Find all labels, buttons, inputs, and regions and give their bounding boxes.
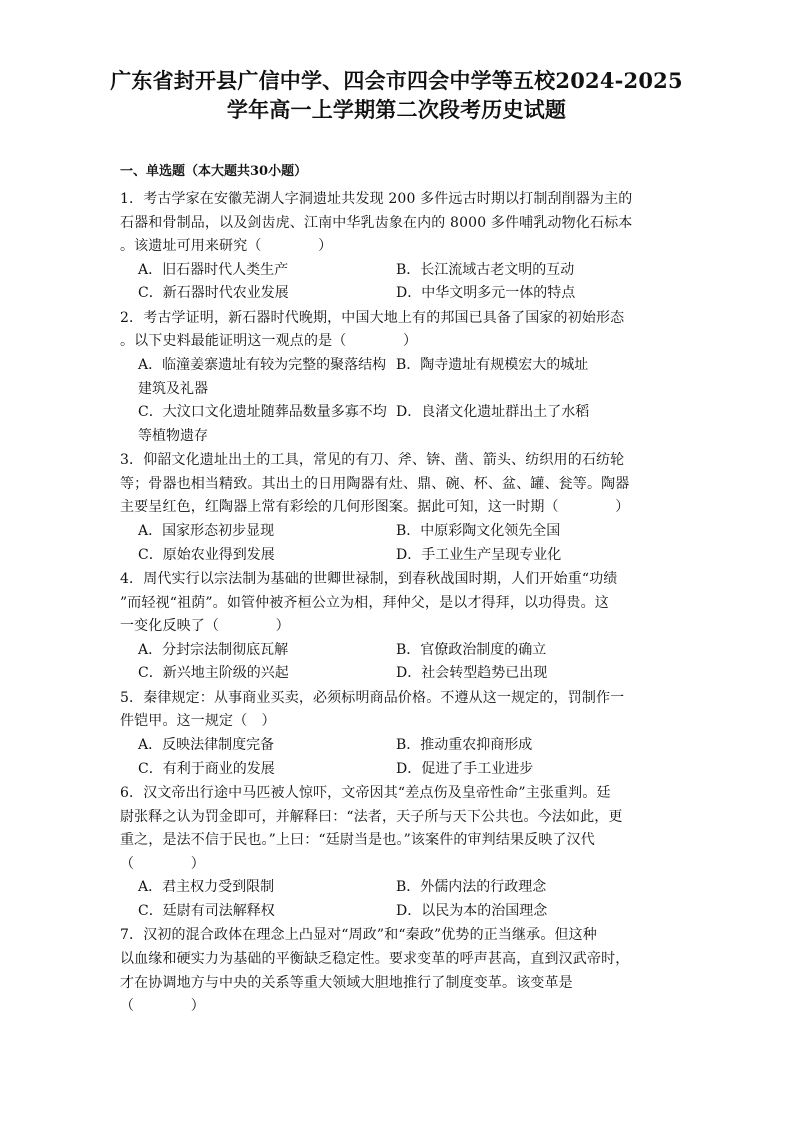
question-text-line: 件铠甲。这一规定（ ） bbox=[120, 713, 276, 730]
option-b: B．官僚政治制度的确立 bbox=[396, 641, 547, 658]
options bbox=[120, 259, 680, 306]
question-text-line: 。以下史料最能证明这一观点的是（ ） bbox=[120, 333, 418, 350]
options bbox=[120, 639, 680, 686]
question-text-line: 7．汉初的混合政体在理念上凸显对“周政”和“秦政”优势的正当继承。但这种 bbox=[120, 927, 597, 944]
option-c: C．新石器时代农业发展 bbox=[138, 285, 289, 302]
option-a: A．分封宗法制彻底瓦解 bbox=[138, 641, 289, 658]
title-line-1: 广东省封开县广信中学、四会市四会中学等五校2024-2025 bbox=[110, 68, 683, 93]
option-row bbox=[120, 425, 680, 449]
option-d: D．良渚文化遗址群出土了水稻 bbox=[396, 404, 590, 421]
question-7 bbox=[120, 924, 680, 1018]
option-row bbox=[120, 354, 680, 378]
option-a: A．旧石器时代人类生产 bbox=[138, 261, 289, 278]
question-text-line: 等；骨器也相当精致。其出土的日用陶器有灶、鼎、碗、杯、盆、罐、瓮等。陶器 bbox=[120, 475, 630, 492]
question-text-line: 重之，是法不信于民也。”上曰：“廷尉当是也。”该案件的审判结果反映了汉代 bbox=[120, 832, 595, 849]
question-text-line: 4．周代实行以宗法制为基础的世卿世禄制，到春秋战国时期，人们开始重“功绩 bbox=[120, 571, 618, 587]
option-row bbox=[120, 639, 680, 663]
question-text-line: 6．汉文帝出行途中马匹被人惊吓，文帝因其“差点伤及皇帝性命”主张重判。廷 bbox=[120, 785, 611, 801]
option-a: A．国家形态初步显现 bbox=[138, 522, 275, 539]
question-3 bbox=[120, 449, 680, 567]
question-text-line: 石器和骨制品，以及剑齿虎、江南中华乳齿象在内的 8000 多件哺乳动物化石标本 bbox=[120, 214, 633, 231]
option-row bbox=[120, 282, 680, 306]
option-row bbox=[120, 876, 680, 900]
option-d: D．手工业生产呈现专业化 bbox=[396, 546, 562, 563]
option-row bbox=[120, 259, 680, 283]
option-row bbox=[120, 900, 680, 924]
question-2 bbox=[120, 307, 680, 449]
option-a: A．临潼姜寨遗址有较为完整的聚落结构 bbox=[138, 356, 387, 373]
section-heading: 一、单选题（本大题共30小题） bbox=[120, 164, 308, 179]
option-b: B．推动重农抑商形成 bbox=[396, 736, 533, 753]
question-text-line: 一变化反映了（ ） bbox=[120, 618, 290, 635]
question-text-line: 3．仰韶文化遗址出土的工具，常见的有刀、斧、锛、凿、箭头、纺织用的石纺轮 bbox=[120, 452, 625, 469]
option-c: C．大汶口文化遗址随葬品数量多寡不均 bbox=[138, 404, 387, 421]
option-row bbox=[120, 734, 680, 758]
option-row bbox=[120, 401, 680, 425]
question-6 bbox=[120, 782, 680, 924]
question-5 bbox=[120, 687, 680, 781]
option-b: B．陶寺遗址有规模宏大的城址 bbox=[396, 356, 589, 373]
options bbox=[120, 734, 680, 781]
question-text-line: 才在协调地方与中央的关系等重大领域大胆地推行了制度变革。该变革是 bbox=[120, 974, 573, 991]
question-text-line: （ ） bbox=[120, 998, 205, 1015]
option-b: B．长江流域古老文明的互动 bbox=[396, 261, 575, 278]
option-c: C．原始农业得到发展 bbox=[138, 546, 275, 563]
title-line-2: 学年高一上学期第二次段考历史试题 bbox=[226, 97, 567, 122]
option-row bbox=[120, 662, 680, 686]
option-d: D．中华文明多元一体的特点 bbox=[396, 285, 576, 302]
option-c: C．廷尉有司法解释权 bbox=[138, 902, 275, 919]
option-c: C．新兴地主阶级的兴起 bbox=[138, 665, 289, 682]
option-c: C．有利于商业的发展 bbox=[138, 760, 275, 777]
question-text-line: 5．秦律规定：从事商业买卖，必须标明商品价格。不遵从这一规定的，罚制作一 bbox=[120, 689, 625, 706]
option-a: A．君主权力受到限制 bbox=[138, 879, 275, 896]
option-d: D．社会转型趋势已出现 bbox=[396, 665, 548, 682]
option-row bbox=[120, 378, 680, 402]
options bbox=[120, 354, 680, 448]
option-d: D．促进了手工业进步 bbox=[396, 760, 534, 777]
options bbox=[120, 876, 680, 923]
exam-title bbox=[60, 66, 733, 124]
option-row bbox=[120, 758, 680, 782]
option-d: D．以民为本的治国理念 bbox=[396, 902, 548, 919]
question-text-line: （ ） bbox=[120, 855, 205, 872]
options bbox=[120, 520, 680, 567]
option-continuation: 等植物遗存 bbox=[138, 427, 208, 444]
option-b: B．中原彩陶文化领先全国 bbox=[396, 522, 561, 539]
question-text-line: 以血缘和硬实力为基础的平衡缺乏稳定性。要求变革的呼声甚高，直到汉武帝时， bbox=[120, 950, 630, 967]
question-4 bbox=[120, 568, 680, 686]
question-text-line: ”而轻视“祖荫”。如管仲被齐桓公立为相，拜仲父，是以才得拜，以功得贵。这 bbox=[120, 594, 609, 611]
option-row bbox=[120, 520, 680, 544]
question-text-line: 尉张释之认为罚金即可，并解释曰：“法者，天子所与天下公共也。今法如此，更 bbox=[120, 808, 623, 825]
question-text-line: 主要呈红色，红陶器上常有彩绘的几何形图案。据此可知，这一时期（ ） bbox=[120, 499, 630, 516]
option-a: A．反映法律制度完备 bbox=[138, 736, 275, 753]
question-1 bbox=[120, 188, 680, 306]
option-row bbox=[120, 544, 680, 568]
option-b: B．外儒内法的行政理念 bbox=[396, 879, 547, 896]
question-text-line: 2．考古学证明，新石器时代晚期，中国大地上有的邦国已具备了国家的初始形态 bbox=[120, 309, 625, 326]
question-text-line: 。该遗址可用来研究（ ） bbox=[120, 238, 333, 255]
question-text-line: 1．考古学家在安徽芜湖人字洞遗址共发现 200 多件远古时期以打制刮削器为主的 bbox=[120, 191, 633, 207]
option-continuation: 建筑及礼器 bbox=[138, 380, 208, 397]
